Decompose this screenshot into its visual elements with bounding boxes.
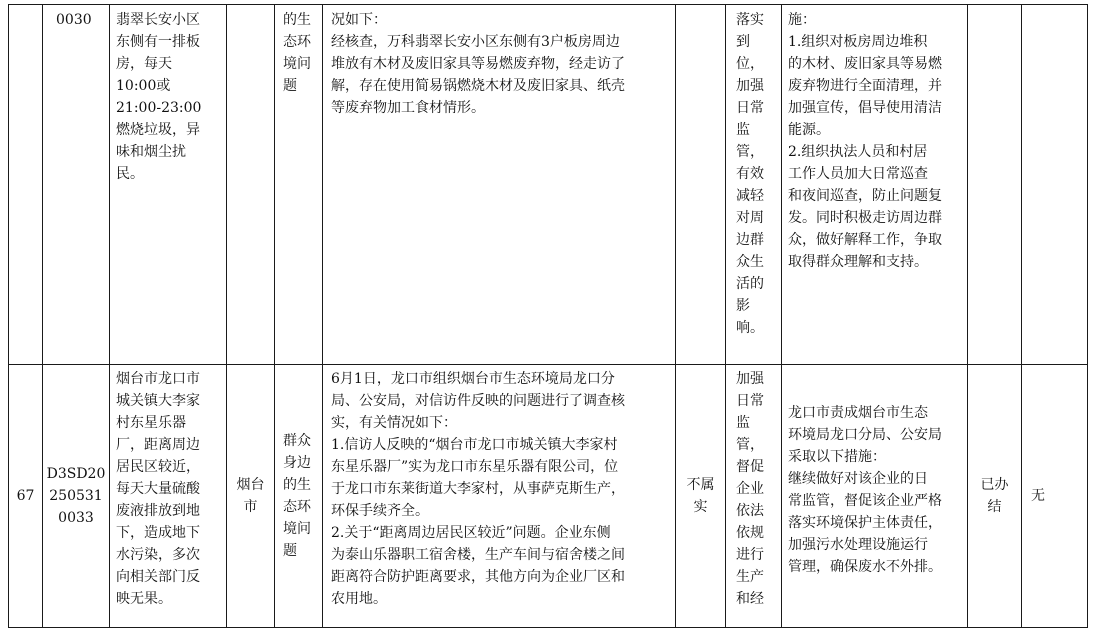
column-divider: [226, 4, 227, 628]
measures-text: 龙口市责成烟台市生态 环境局龙口分局、公安局 采取以下措施： 继续做好对该企业的日 常监管，督促该企业严格 落实环境保护主体责任， 加强污水处理设施运行 管理，确保废水不外排。: [788, 405, 942, 575]
row-number: 67: [16, 488, 35, 504]
case-id-tail: 0030: [56, 12, 92, 28]
remark: 无: [1031, 488, 1045, 504]
row-divider: [8, 364, 1087, 365]
column-divider: [322, 4, 323, 628]
case-id: D3SD20 250531 0033: [46, 466, 106, 526]
complaint-text: 烟台市龙口市 城关镇大李家 村东星乐器 厂，距离周边 居民区较近， 每天大量硫酸 废液排放到地 下，造成地下 水污染，多次 向相关部门反 映无果。: [116, 371, 200, 607]
column-divider: [781, 4, 782, 628]
column-divider: [675, 4, 676, 628]
table-bottom-border: [8, 627, 1087, 628]
column-divider: [1087, 4, 1088, 628]
problem-category: 群众 身边 的生 态环 境问 题: [283, 433, 311, 559]
column-divider: [109, 4, 110, 628]
column-divider: [8, 4, 9, 628]
investigation-findings: 6月1日，龙口市组织烟台市生态环境局龙口分 局、公安局，对信访件反映的问题进行了调查核 实，有关情况如下： 1.信访人反映的“烟台市龙口市城关镇大李家村 东星乐器厂”实为龙口市东星乐器有限公司，位 于龙口市东莱街道大李家村，从事萨克斯生产， 环保手续齐全。 2.关于“距离周边居民区较近”问题。企业东侧 为泰山乐器职工宿舍楼，生产车间与宿舍楼之间 距离符合防护距离要求，其他方向为企业厂区和 农用地。: [331, 371, 625, 607]
rectification-effect: 加强 日常 监 管， 督促 企业 依法 依规 进行 生产 和经: [736, 371, 764, 607]
verdict: 不属 实: [686, 477, 715, 515]
rectification-effect: 落实 到 位， 加强 日常 监 管， 有效 减轻 对周 边群 众生 活的 影 响。: [736, 12, 764, 336]
column-divider: [725, 4, 726, 628]
column-divider: [42, 4, 43, 628]
complaint-text: 翡翠长安小区 东侧有一排板 房，每天 10:00或 21:00-23:00 燃烧垃圾，异 味和烟尘扰 民。: [116, 12, 202, 182]
table-top-border: [8, 4, 1087, 5]
problem-category: 的生 态环 境问 题: [283, 12, 311, 94]
city: 烟台 市: [236, 477, 265, 515]
column-divider: [1021, 4, 1022, 628]
column-divider: [967, 4, 968, 628]
investigation-findings: 况如下： 经核查，万科翡翠长安小区东侧有3户板房周边 堆放有木材及废旧家具等易燃废弃物，经走访了 解，存在使用简易锅燃烧木材及废旧家具、纸壳 等废弃物加工食材情形。: [331, 12, 625, 116]
column-divider: [274, 4, 275, 628]
status: 已办 结: [980, 477, 1009, 515]
measures-text: 施： 1.组织对板房周边堆积 的木材、废旧家具等易燃 废弃物进行全面清理，并 加强宣传，倡导使用清洁 能源。 2.组织执法人员和村居 工作人员加大日常巡查 和夜间巡查，防止问题复 发。同时积极走访周边群 众，做好解释工作，争取 取得群众理解和支持。: [788, 12, 942, 270]
